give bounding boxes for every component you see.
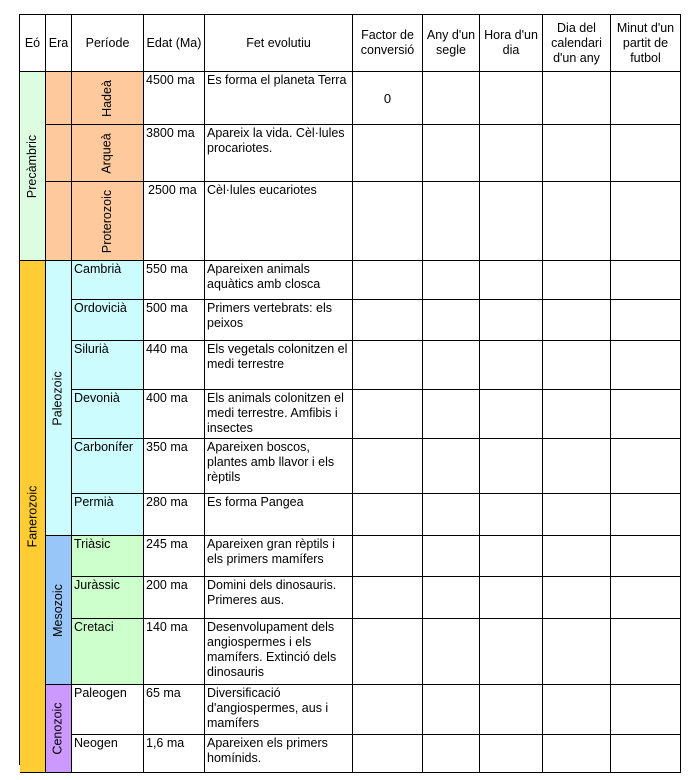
period-jurassic: Juràssic [72, 577, 144, 619]
hora-dia-cell[interactable] [480, 125, 543, 182]
any-segle-cell[interactable] [423, 261, 480, 300]
factor-cell[interactable] [353, 182, 423, 261]
event-cell: Primers vertebrats: els peixos [205, 300, 353, 341]
minut-partit-cell[interactable] [611, 72, 681, 125]
hora-dia-cell[interactable] [480, 182, 543, 261]
age-cell: 245 ma [144, 536, 205, 577]
hora-dia-cell[interactable] [480, 494, 543, 536]
header-fet: Fet evolutiu [205, 15, 353, 72]
age-cell: 350 ma [144, 439, 205, 494]
period-ordovicia: Ordovicià [72, 300, 144, 341]
minut-partit-cell[interactable] [611, 536, 681, 577]
hora-dia-cell[interactable] [480, 685, 543, 735]
factor-cell[interactable] [353, 439, 423, 494]
age-cell: 140 ma [144, 619, 205, 685]
factor-cell[interactable] [353, 300, 423, 341]
era-mesozoic: Mesozoic [46, 536, 72, 685]
factor-cell[interactable] [353, 261, 423, 300]
period-cretaci: Cretaci [72, 619, 144, 685]
minut-partit-cell[interactable] [611, 494, 681, 536]
event-cell: Apareixen gran rèptils i els primers mamífers [205, 536, 353, 577]
event-cell: Es forma Pangea [205, 494, 353, 536]
any-segle-cell[interactable] [423, 341, 480, 390]
hora-dia-cell[interactable] [480, 261, 543, 300]
minut-partit-cell[interactable] [611, 182, 681, 261]
header-hora-dia: Hora d'un dia [480, 15, 543, 72]
any-segle-cell[interactable] [423, 577, 480, 619]
dia-calendari-cell[interactable] [543, 72, 611, 125]
event-cell: Apareixen els primers homínids. [205, 735, 353, 773]
any-segle-cell[interactable] [423, 735, 480, 773]
factor-cell[interactable] [353, 390, 423, 439]
age-cell: 1,6 ma [144, 735, 205, 773]
event-cell: Els animals colonitzen el medi terrestre. Amfibis i insectes [205, 390, 353, 439]
dia-calendari-cell[interactable] [543, 619, 611, 685]
age-cell: 4500 ma [144, 72, 205, 125]
factor-cell[interactable] [353, 494, 423, 536]
factor-cell[interactable]: 0 [353, 72, 423, 125]
factor-cell[interactable] [353, 341, 423, 390]
dia-calendari-cell[interactable] [543, 341, 611, 390]
header-factor: Factor de conversió [353, 15, 423, 72]
dia-calendari-cell[interactable] [543, 536, 611, 577]
minut-partit-cell[interactable] [611, 261, 681, 300]
eon-fanerozoic: Fanerozoic [20, 261, 46, 773]
age-cell: 200 ma [144, 577, 205, 619]
period-neogen: Neogen [72, 735, 144, 773]
factor-cell[interactable] [353, 735, 423, 773]
dia-calendari-cell[interactable] [543, 125, 611, 182]
minut-partit-cell[interactable] [611, 125, 681, 182]
factor-cell[interactable] [353, 125, 423, 182]
period-cambria: Cambrià [72, 261, 144, 300]
period-hadea: Hadeà [72, 72, 144, 125]
minut-partit-cell[interactable] [611, 577, 681, 619]
minut-partit-cell[interactable] [611, 341, 681, 390]
hora-dia-cell[interactable] [480, 390, 543, 439]
age-cell: 440 ma [144, 341, 205, 390]
hora-dia-cell[interactable] [480, 341, 543, 390]
any-segle-cell[interactable] [423, 536, 480, 577]
any-segle-cell[interactable] [423, 439, 480, 494]
minut-partit-cell[interactable] [611, 685, 681, 735]
event-cell: Domini dels dinosauris. Primeres aus. [205, 577, 353, 619]
hora-dia-cell[interactable] [480, 619, 543, 685]
period-paleogen: Paleogen [72, 685, 144, 735]
period-siluria: Silurià [72, 341, 144, 390]
minut-partit-cell[interactable] [611, 619, 681, 685]
header-era: Era [46, 15, 72, 72]
event-cell: Diversificació d'angiospermes, aus i mamífers [205, 685, 353, 735]
dia-calendari-cell[interactable] [543, 261, 611, 300]
period-permia: Permià [72, 494, 144, 536]
header-eon: Eó [20, 15, 46, 72]
age-cell: 280 ma [144, 494, 205, 536]
dia-calendari-cell[interactable] [543, 439, 611, 494]
hora-dia-cell[interactable] [480, 536, 543, 577]
dia-calendari-cell[interactable] [543, 182, 611, 261]
event-cell: Es forma el planeta Terra [205, 72, 353, 125]
age-cell: 500 ma [144, 300, 205, 341]
dia-calendari-cell[interactable] [543, 685, 611, 735]
dia-calendari-cell[interactable] [543, 735, 611, 773]
geologic-time-table [19, 14, 681, 765]
period-arquea: Arqueà [72, 125, 144, 182]
age-cell: 400 ma [144, 390, 205, 439]
any-segle-cell[interactable] [423, 685, 480, 735]
factor-cell[interactable] [353, 536, 423, 577]
era-cenozoic: Cenozoic [46, 685, 72, 773]
period-carbonifer: Carbonífer [72, 439, 144, 494]
any-segle-cell[interactable] [423, 494, 480, 536]
factor-cell[interactable] [353, 577, 423, 619]
any-segle-cell[interactable] [423, 390, 480, 439]
any-segle-cell[interactable] [423, 182, 480, 261]
eon-precambric: Precàmbric [20, 72, 46, 261]
minut-partit-cell[interactable] [611, 390, 681, 439]
any-segle-cell[interactable] [423, 619, 480, 685]
hora-dia-cell[interactable] [480, 439, 543, 494]
hora-dia-cell[interactable] [480, 577, 543, 619]
event-cell: Els vegetals colonitzen el medi terrestre [205, 341, 353, 390]
dia-calendari-cell[interactable] [543, 577, 611, 619]
age-cell: 3800 ma [144, 125, 205, 182]
header-minut-partit: Minut d'un partit de futbol [611, 15, 681, 72]
dia-calendari-cell[interactable] [543, 494, 611, 536]
event-cell: Cèl·lules eucariotes [205, 182, 353, 261]
era-blank [46, 72, 72, 125]
minut-partit-cell[interactable] [611, 300, 681, 341]
hora-dia-cell[interactable] [480, 300, 543, 341]
factor-cell[interactable] [353, 685, 423, 735]
period-devonia: Devonià [72, 390, 144, 439]
period-proterozoic: Proterozoic [72, 182, 144, 261]
age-cell: 550 ma [144, 261, 205, 300]
period-triasic: Triàsic [72, 536, 144, 577]
any-segle-cell[interactable] [423, 72, 480, 125]
event-cell: Apareix la vida. Cèl·lules procariotes. [205, 125, 353, 182]
header-periode: Període [72, 15, 144, 72]
minut-partit-cell[interactable] [611, 735, 681, 773]
any-segle-cell[interactable] [423, 300, 480, 341]
header-dia-calendari: Dia del calendari d'un any [543, 15, 611, 72]
dia-calendari-cell[interactable] [543, 390, 611, 439]
header-any-segle: Any d'un segle [423, 15, 480, 72]
era-paleozoic: Paleozoic [46, 261, 72, 536]
any-segle-cell[interactable] [423, 125, 480, 182]
event-cell: Apareixen animals aquàtics amb closca [205, 261, 353, 300]
event-cell: Desenvolupament dels angiospermes i els mamífers. Extinció dels dinosauris [205, 619, 353, 685]
age-cell: 65 ma [144, 685, 205, 735]
header-edat: Edat (Ma) [144, 15, 205, 72]
age-cell: 2500 ma [144, 182, 205, 261]
hora-dia-cell[interactable] [480, 735, 543, 773]
dia-calendari-cell[interactable] [543, 300, 611, 341]
event-cell: Apareixen boscos, plantes amb llavor i els rèptils [205, 439, 353, 494]
era-blank [46, 182, 72, 261]
minut-partit-cell[interactable] [611, 439, 681, 494]
era-blank [46, 125, 72, 182]
hora-dia-cell[interactable] [480, 72, 543, 125]
factor-cell[interactable] [353, 619, 423, 685]
